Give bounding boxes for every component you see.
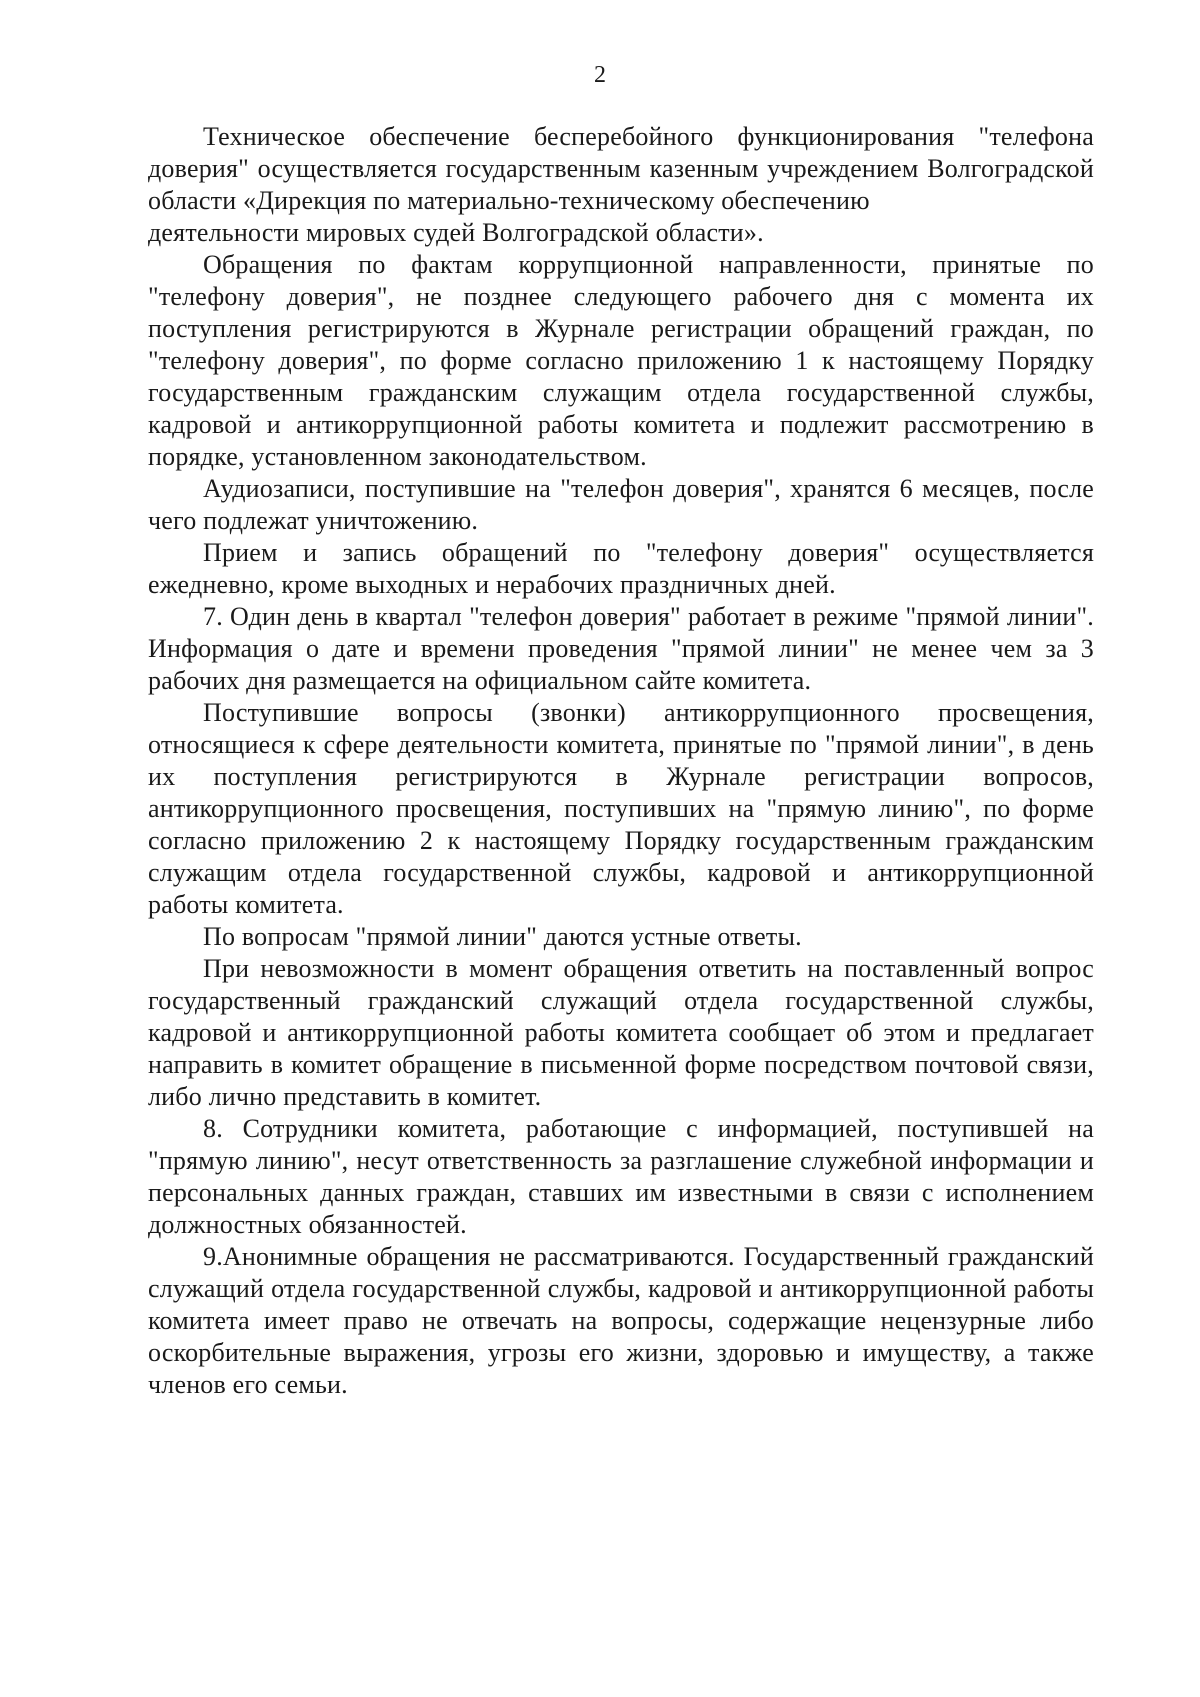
paragraph-corruption-appeals: Обращения по фактам коррупционной направленности, принятые по "телефону доверия", не позднее следующего рабочего дня с момента их поступления регистрируются в Журнале регистрации обращений граждан, по "телефону доверия", по форме согласно приложению 1 к настоящему Порядку государственным гражданским служащим отдела государственной службы, кадровой и антикоррупционной работы комитета и подлежит рассмотрению в порядке, установленном законодательством. bbox=[148, 250, 1094, 471]
paragraph-technical-support-continued: деятельности мировых судей Волгоградской области». bbox=[148, 218, 764, 247]
paragraph-item-9-anonymous: 9.Анонимные обращения не рассматриваются. Государственный гражданский служащий отдела государственной службы, кадровой и антикоррупционной работы комитета имеет право не отвечать на вопросы, содержащие нецензурные либо оскорбительные выражения, угрозы его жизни, здоровью и имуществу, а также членов его семьи. bbox=[148, 1242, 1094, 1399]
paragraph-technical-support: Техническое обеспечение бесперебойного функционирования "телефона доверия" осуществляется государственным казенным учреждением Волгоградской области «Дирекция по материально-техническому обеспечению bbox=[148, 122, 1094, 215]
paragraph-audio-records: Аудиозаписи, поступившие на "телефон доверия", хранятся 6 месяцев, после чего подлежат уничтожению. bbox=[148, 474, 1094, 535]
paragraph-reception-schedule: Прием и запись обращений по "телефону доверия" осуществляется ежедневно, кроме выходных и нерабочих праздничных дней. bbox=[148, 538, 1094, 599]
paragraph-direct-line-questions: Поступившие вопросы (звонки) антикоррупционного просвещения, относящиеся к сфере деятельности комитета, принятые по "прямой линии", в день их поступления регистрируются в Журнале регистрации вопросов, антикоррупционного просвещения, поступивших на "прямую линию", по форме согласно приложению 2 к настоящему Порядку государственным гражданским служащим отдела государственной службы, кадровой и антикоррупционной работы комитета. bbox=[148, 698, 1094, 919]
page-number: 2 bbox=[594, 62, 606, 88]
paragraph-item-8-responsibility: 8. Сотрудники комитета, работающие с информацией, поступившей на "прямую линию", несут ответственность за разглашение служебной информации и персональных данных граждан, ставших им известными в связи с исполнением должностных обязанностей. bbox=[148, 1114, 1094, 1239]
paragraph-oral-answers: По вопросам "прямой линии" даются устные ответы. bbox=[203, 922, 802, 951]
paragraph-item-7-direct-line: 7. Один день в квартал "телефон доверия" работает в режиме "прямой линии". Информация о дате и времени проведения "прямой линии" не менее чем за 3 рабочих дня размещается на официальном сайте комитета. bbox=[148, 602, 1094, 695]
document-body bbox=[148, 121, 1094, 1401]
paragraph-written-appeal: При невозможности в момент обращения ответить на поставленный вопрос государственный гражданский служащий отдела государственной службы, кадровой и антикоррупционной работы комитета сообщает об этом и предлагает направить в комитет обращение в письменной форме посредством почтовой связи, либо лично представить в комитет. bbox=[148, 954, 1094, 1111]
